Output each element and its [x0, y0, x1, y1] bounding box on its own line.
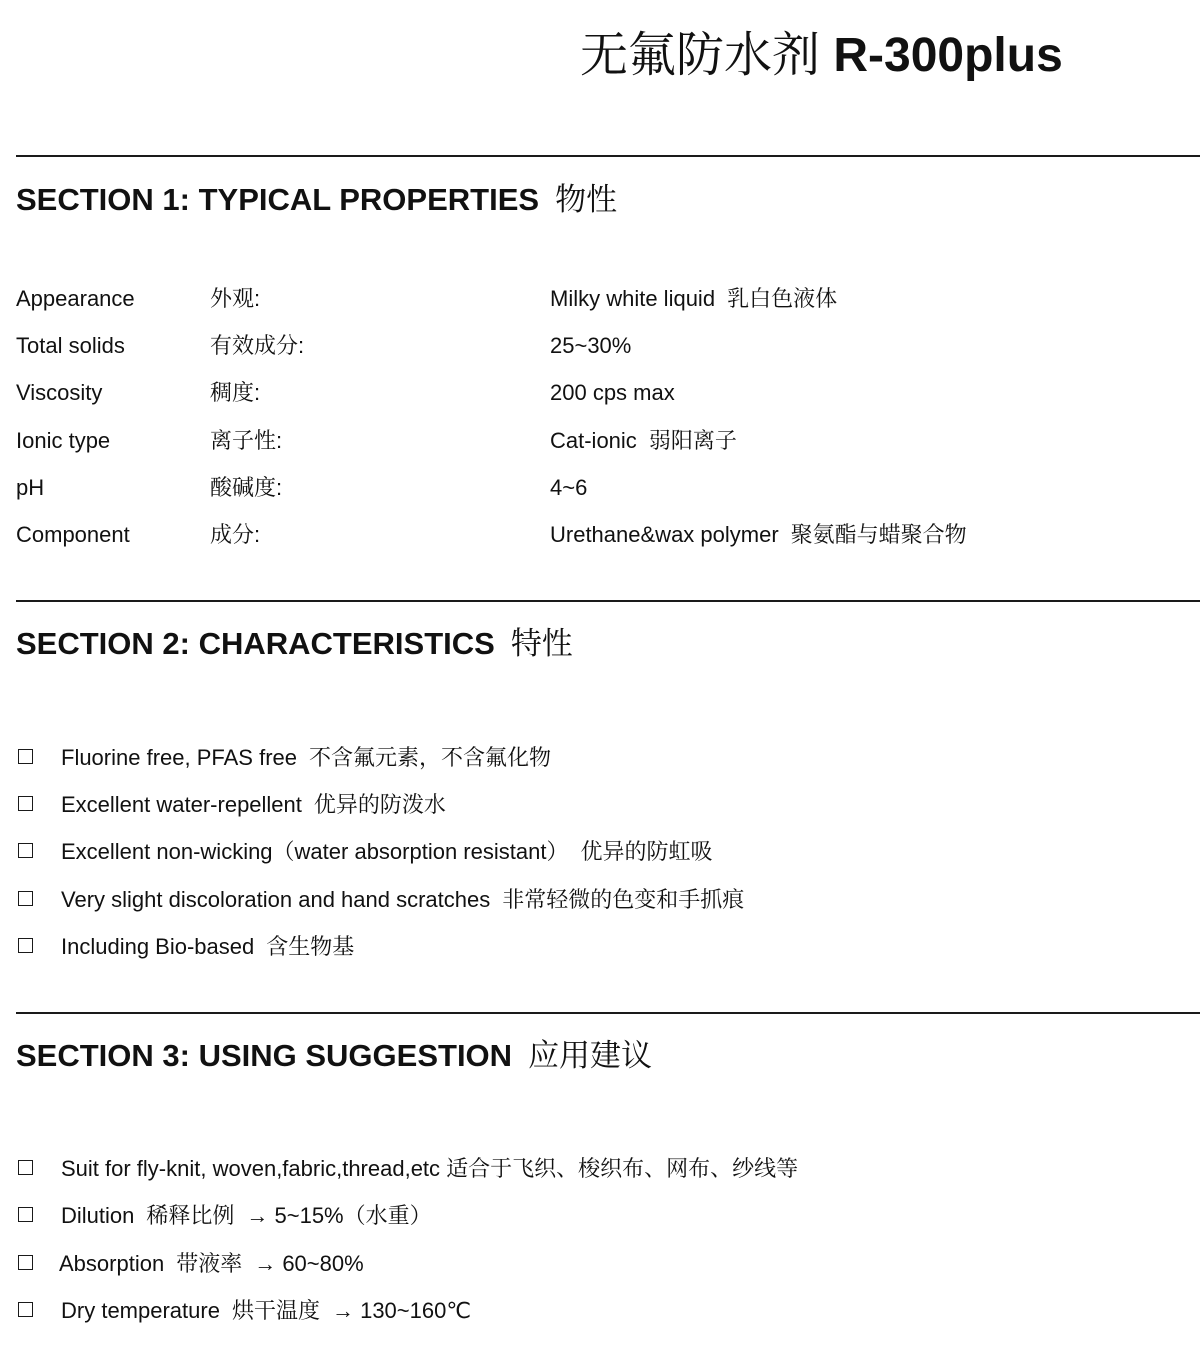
characteristic-text [61, 789, 446, 821]
section-1-heading-en: SECTION 1: TYPICAL PROPERTIES [16, 182, 540, 217]
suggestion-cn: 烘干温度 [231, 1298, 320, 1323]
property-name-cn: 有效成分: [210, 333, 305, 358]
suggestion-text [61, 1295, 471, 1327]
property-name-cn: 外观: [210, 286, 261, 311]
section-3-heading-en: SECTION 3: USING SUGGESTION [16, 1038, 513, 1073]
document-title [580, 24, 1063, 88]
property-row [16, 330, 1166, 362]
section-1-heading-cn: 物性 [555, 182, 618, 217]
property-name: Ionic type [16, 428, 111, 453]
checkbox-icon [18, 1160, 33, 1175]
characteristic-cn: 优异的防泼水 [313, 792, 446, 817]
suggestion-en: Suit for fly-knit, woven,fabric,thread,etc [61, 1156, 441, 1181]
section-2-heading [16, 624, 573, 664]
property-value-cn: 弱阳离子 [648, 428, 737, 453]
property-value-cn: 乳白色液体 [727, 286, 838, 311]
characteristic-cn: 含生物基 [266, 934, 355, 959]
suggestion-en: Dilution [61, 1203, 135, 1228]
suggestion-text [61, 1153, 798, 1185]
property-value [550, 425, 737, 457]
property-name: Viscosity [16, 380, 103, 405]
suggestion-item [16, 1295, 1166, 1327]
property-value-en: 25~30% [550, 333, 632, 358]
suggestion-cn: 稀释比例 [146, 1203, 235, 1228]
suggestion-item [16, 1153, 1166, 1185]
property-value-cn: 聚氨酯与蜡聚合物 [790, 522, 967, 547]
suggestion-cn: 适合于飞织、梭织布、网布、纱线等 [446, 1156, 799, 1181]
checkbox-icon [18, 938, 33, 953]
property-value [550, 377, 675, 409]
characteristic-text [61, 742, 551, 774]
property-name-cn: 酸碱度: [210, 475, 283, 500]
property-value-en: 200 cps max [550, 380, 675, 405]
characteristic-en: Excellent water-repellent [61, 792, 302, 817]
checkbox-icon [18, 1207, 33, 1222]
suggestion-text [61, 1200, 432, 1232]
property-row [16, 283, 1166, 315]
property-value [550, 519, 967, 551]
section-2-heading-en: SECTION 2: CHARACTERISTICS [16, 626, 495, 661]
characteristic-item [16, 884, 1166, 916]
title-product-code: R-300plus [833, 29, 1063, 82]
property-name: pH [16, 475, 45, 500]
property-row [16, 377, 1166, 409]
checkbox-icon [18, 796, 33, 811]
property-name-cn: 稠度: [210, 380, 261, 405]
title-cn: 无氟防水剂 [580, 29, 821, 82]
checkbox-icon [18, 1302, 33, 1317]
characteristic-en: Including Bio-based [61, 934, 255, 959]
suggestion-en: Absorption [59, 1251, 165, 1276]
characteristic-cn: 非常轻微的色变和手抓痕 [502, 887, 745, 912]
property-value-en: 4~6 [550, 475, 588, 500]
divider-3 [16, 1012, 1200, 1014]
suggestion-value: → 130~160℃ [331, 1298, 472, 1323]
characteristic-text [61, 836, 712, 868]
divider-2 [16, 600, 1200, 602]
characteristic-en: Fluorine free, PFAS free [61, 745, 297, 770]
section-3-heading-cn: 应用建议 [528, 1038, 653, 1073]
divider-1 [16, 155, 1200, 157]
property-value-en: Milky white liquid [550, 286, 716, 311]
suggestion-cn: 带液率 [176, 1251, 243, 1276]
property-value [550, 472, 587, 504]
checkbox-icon [18, 843, 33, 858]
checkbox-icon [18, 891, 33, 906]
property-value-en: Urethane&wax polymer [550, 522, 779, 547]
checkbox-icon [18, 749, 33, 764]
property-name: Appearance [16, 286, 135, 311]
suggestion-en: Dry temperature [61, 1298, 220, 1323]
property-name: Component [16, 522, 130, 547]
suggestion-text [59, 1248, 364, 1280]
property-row [16, 472, 1166, 504]
characteristic-item [16, 789, 1166, 821]
property-name-cn: 成分: [210, 522, 261, 547]
characteristic-en: Very slight discoloration and hand scratches [61, 887, 491, 912]
property-row [16, 519, 1166, 551]
characteristic-item [16, 836, 1166, 868]
section-1-heading [16, 180, 617, 220]
characteristic-text [61, 884, 744, 916]
suggestion-item [16, 1248, 1166, 1280]
characteristic-cn: 不含氟元素，不含氟化物 [309, 745, 552, 770]
property-name-cn: 离子性: [210, 428, 283, 453]
characteristic-cn: 优异的防虹吸 [580, 839, 713, 864]
property-value-en: Cat-ionic [550, 428, 637, 453]
characteristic-en: Excellent non-wicking（water absorption resistant） [61, 839, 569, 864]
property-row [16, 425, 1166, 457]
property-name: Total solids [16, 333, 125, 358]
suggestion-value: → 60~80% [254, 1251, 364, 1276]
section-3-heading [16, 1036, 652, 1076]
property-value [550, 330, 631, 362]
checkbox-icon [18, 1255, 33, 1270]
characteristic-text [61, 931, 354, 963]
characteristic-item [16, 931, 1166, 963]
property-value [550, 283, 837, 315]
section-2-heading-cn: 特性 [510, 626, 573, 661]
suggestion-item [16, 1200, 1166, 1232]
characteristic-item [16, 742, 1166, 774]
suggestion-value: → 5~15%（水重） [246, 1203, 432, 1228]
